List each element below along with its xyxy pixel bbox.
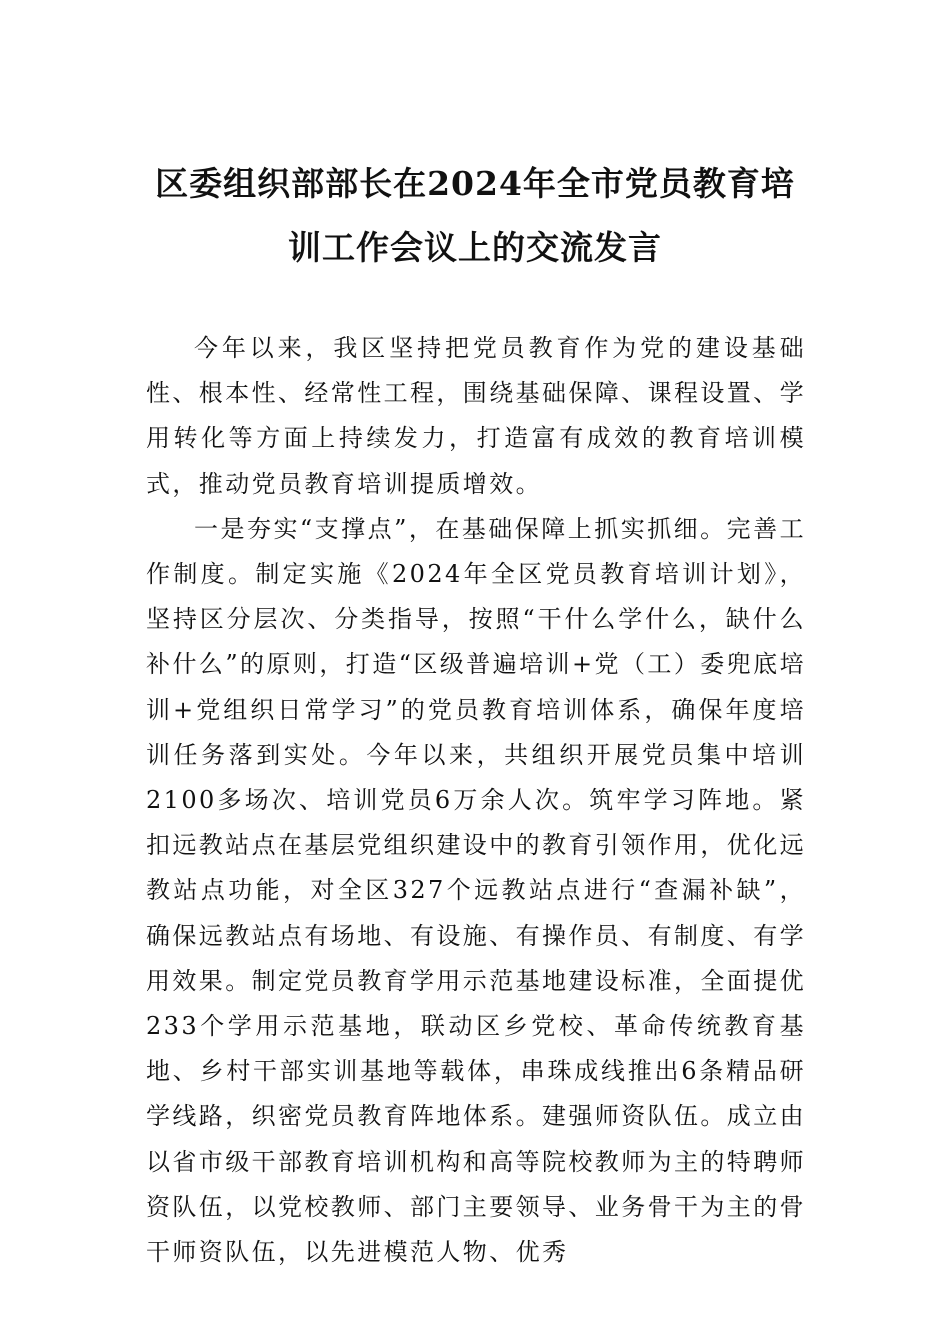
paragraph-first-point: 一是夯实“支撑点”，在基础保障上抓实抓细。完善工作制度。制定实施《2024年全区党员教育培训计划》，坚持区分层次、分类指导，按照“干什么学什么，缺什么补什么”的原则，打造“区级普遍培训+党（工）委兜底培训+党组织日常学习”的党员教育培训体系，确保年度培训任务落到实处。今年以来，共组织开展党员集中培训2100多场次、培训党员6万余人次。筑牢学习阵地。紧扣远教站点在基层党组织建设中的教育引领作用，优化远教站点功能，对全区327个远教站点进行“查漏补缺”，确保远教站点有场地、有设施、有操作员、有制度、有学用效果。制定党员教育学用示范基地建设标准，全面提优233个学用示范基地，联动区乡党校、革命传统教育基地、乡村干部实训基地等载体，串珠成线推出6条精品研学线路，织密党员教育阵地体系。建强师资队伍。成立由以省市级干部教育培训机构和高等院校教师为主的特聘师资队伍，以党校教师、部门主要领导、业务骨干为主的骨干师资队伍，以先进模范人物、优秀 bbox=[146, 514, 806, 1267]
document-body bbox=[146, 326, 806, 1275]
paragraph-intro: 今年以来，我区坚持把党员教育作为党的建设基础性、根本性、经常性工程，围绕基础保障、课程设置、学用转化等方面上持续发力，打造富有成效的教育培训模式，推动党员教育培训提质增效。 bbox=[146, 334, 806, 498]
title-line-1: 区委组织部部长在2024年全市党员教育培 bbox=[155, 164, 795, 203]
title-line-2: 训工作会议上的交流发言 bbox=[288, 228, 662, 267]
document-title bbox=[120, 152, 830, 280]
